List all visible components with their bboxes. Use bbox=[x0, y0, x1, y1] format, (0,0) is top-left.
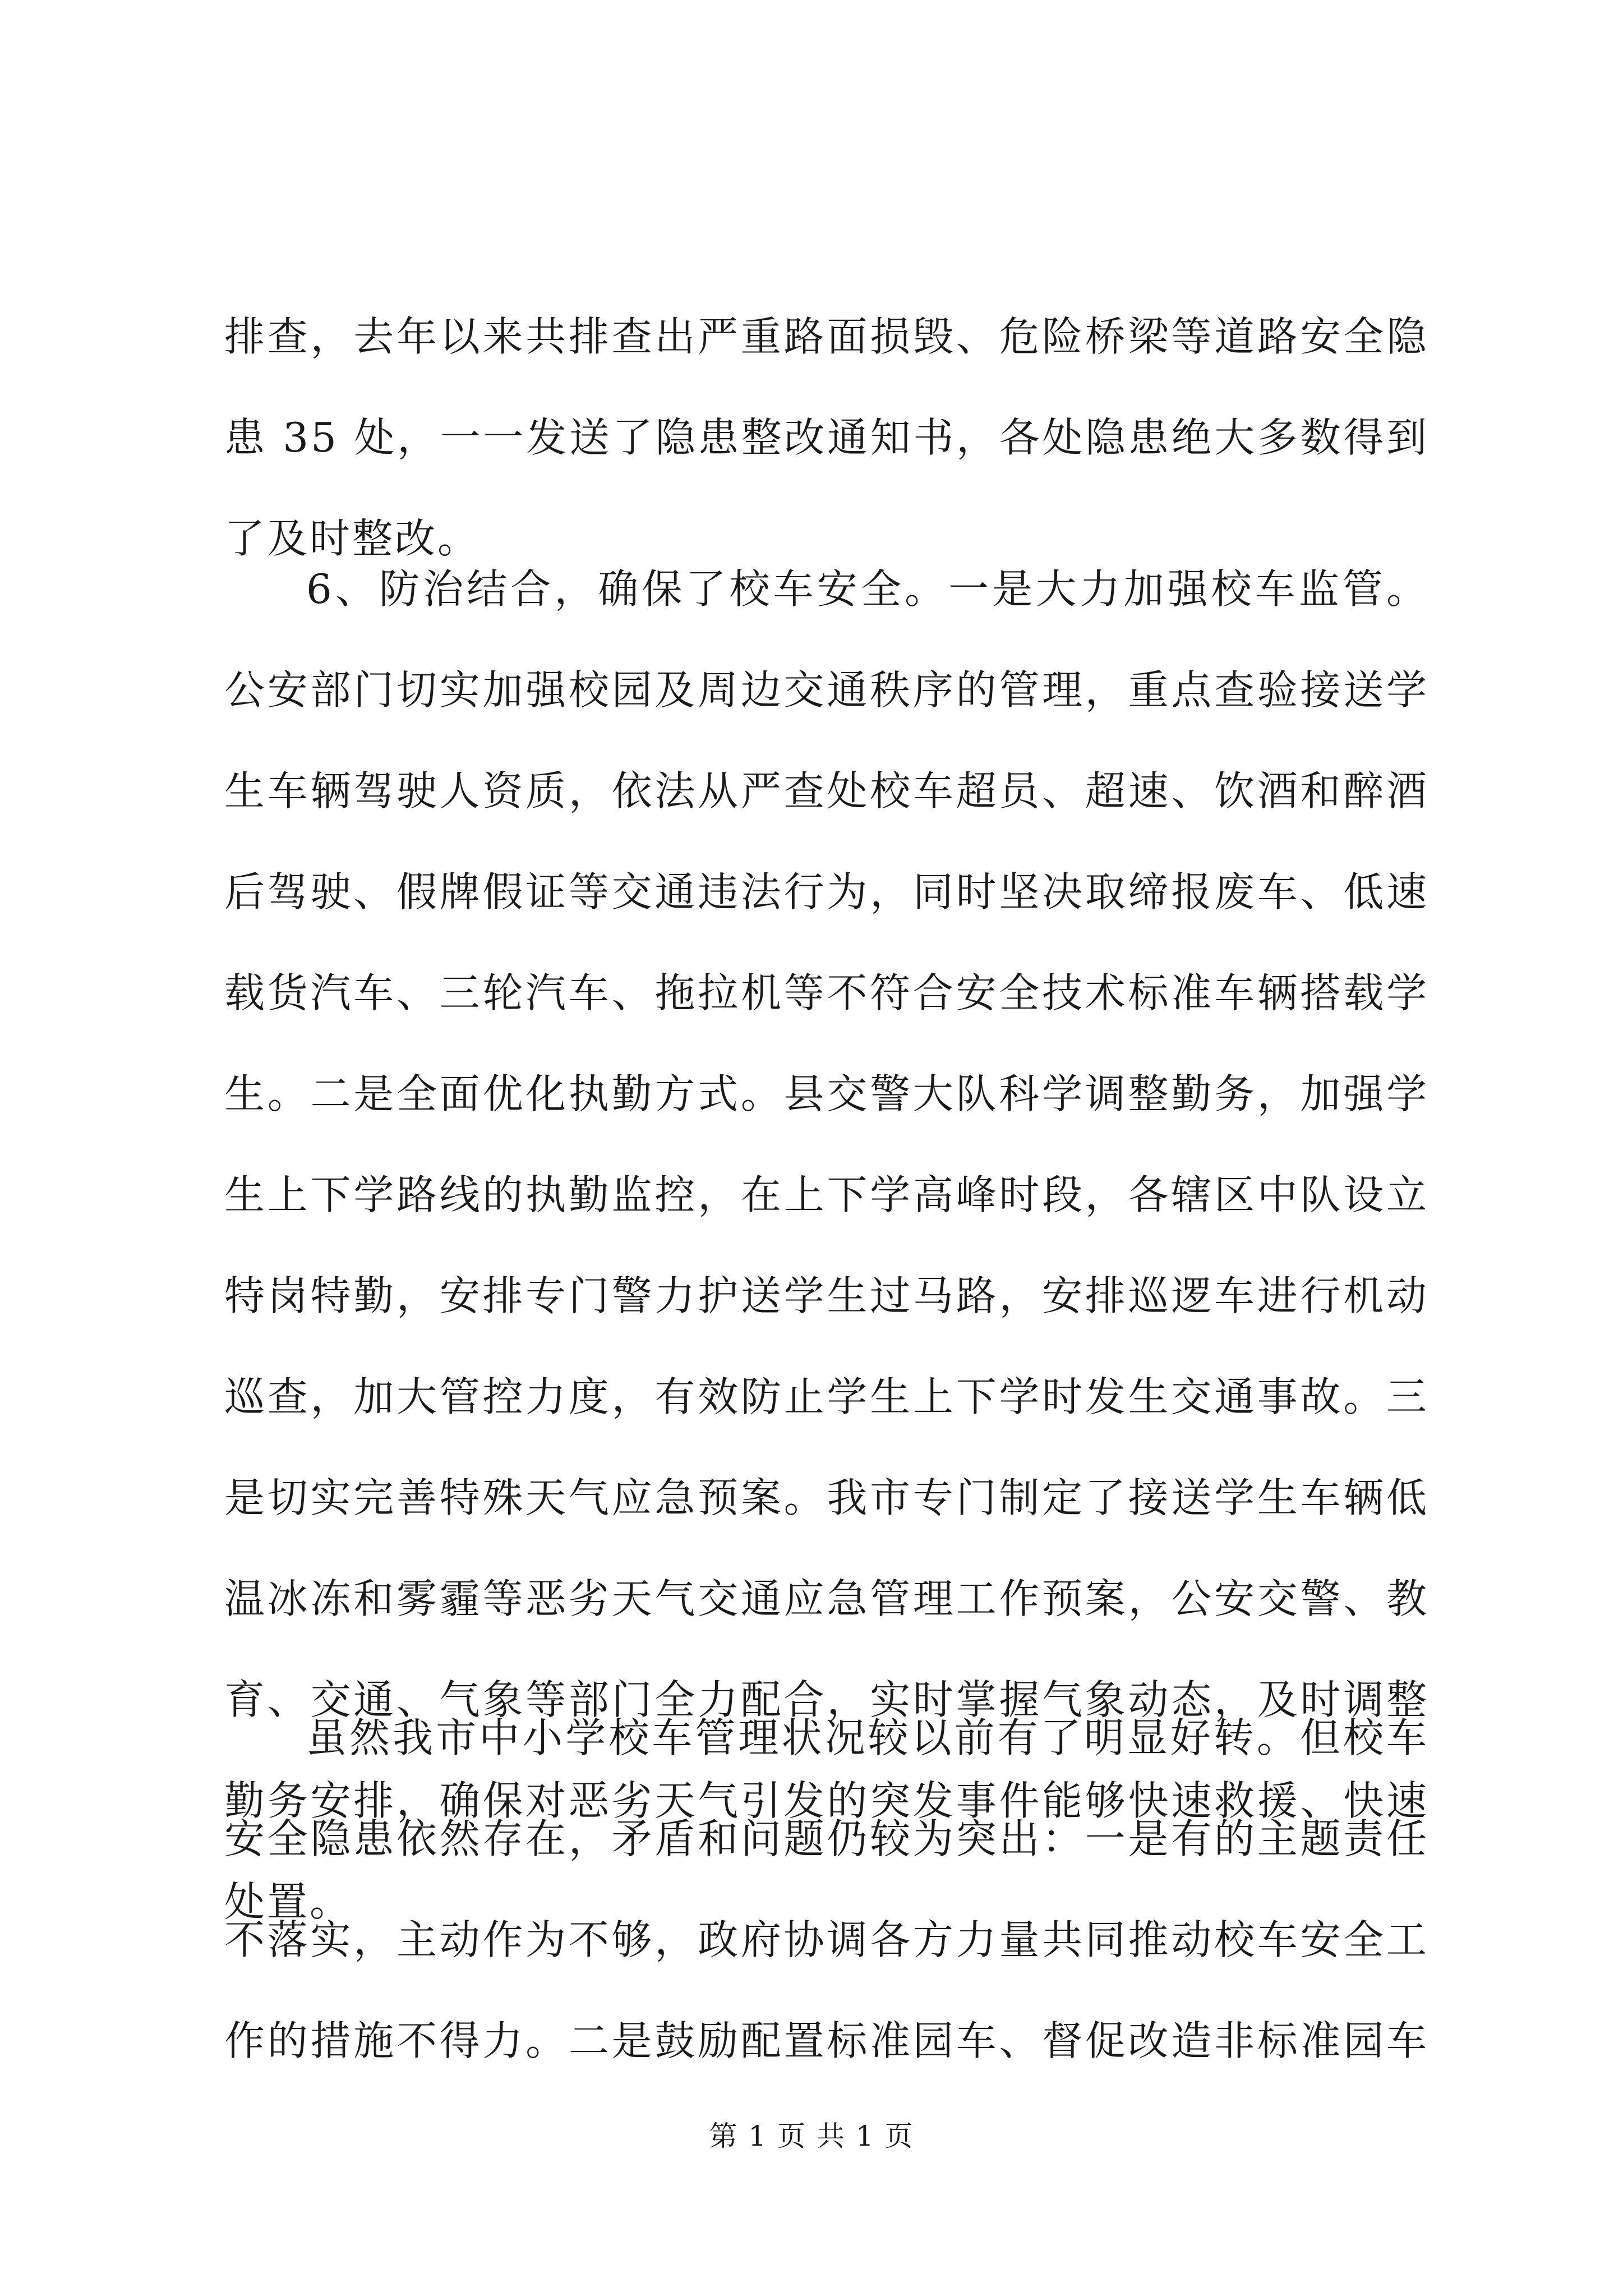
text-line: 安全隐患依然存在，矛盾和问题仍较为突出：一是有的主题责任 bbox=[224, 1815, 1429, 1862]
text-line: 公安部门切实加强校园及周边交通秩序的管理，重点查验接送学 bbox=[224, 666, 1429, 714]
text-line: 6、防治结合，确保了校车安全。一是大力加强校车监管。 bbox=[306, 565, 1429, 613]
text-line: 排查，去年以来共排查出严重路面损毁、危险桥梁等道路安全隐 bbox=[224, 313, 1429, 360]
text-line: 是切实完善特殊天气应急预案。我市专门制定了接送学生车辆低 bbox=[224, 1474, 1429, 1521]
text-line: 作的措施不得力。二是鼓励配置标准园车、督促改造非标准园车 bbox=[224, 2017, 1429, 2064]
text-line: 勤务安排，确保对恶劣天气引发的突发事件能够快速救援、快速 bbox=[224, 1777, 1429, 1824]
text-line: 载货汽车、三轮汽车、拖拉机等不符合安全技术标准车辆搭载学 bbox=[224, 969, 1429, 1016]
text-line: 巡查，加大管控力度，有效防止学生上下学时发生交通事故。三 bbox=[224, 1373, 1429, 1420]
text-line: 患 35 处，一一发送了隐患整改通知书，各处隐患绝大多数得到 bbox=[224, 414, 1429, 461]
text-line: 生上下学路线的执勤监控，在上下学高峰时段，各辖区中队设立 bbox=[224, 1171, 1429, 1218]
text-line: 育、交通、气象等部门全力配合，实时掌握气象动态，及时调整 bbox=[224, 1676, 1429, 1723]
text-line: 不落实，主动作为不够，政府协调各方力量共同推动校车安全工 bbox=[224, 1916, 1429, 1963]
text-line: 温冰冻和雾霾等恶劣天气交通应急管理工作预案，公安交警、教 bbox=[224, 1575, 1429, 1622]
text-line: 后驾驶、假牌假证等交通违法行为，同时坚决取缔报废车、低速 bbox=[224, 868, 1429, 915]
page-footer: 第 1 页 共 1 页 bbox=[709, 2120, 914, 2152]
text-line: 生。二是全面优化执勤方式。县交警大队科学调整勤务，加强学 bbox=[224, 1070, 1429, 1117]
text-line: 虽然我市中小学校车管理状况较以前有了明显好转。但校车 bbox=[306, 1714, 1429, 1761]
text-line: 生车辆驾驶人资质，依法从严查处校车超员、超速、饮酒和醉酒 bbox=[224, 767, 1429, 815]
text-line: 了及时整改。 bbox=[224, 515, 481, 562]
text-line: 处置。 bbox=[224, 1878, 353, 1925]
text-line: 特岗特勤，安排专门警力护送学生过马路，安排巡逻车进行机动 bbox=[224, 1272, 1429, 1319]
paragraph-problems bbox=[224, 1687, 1429, 2091]
